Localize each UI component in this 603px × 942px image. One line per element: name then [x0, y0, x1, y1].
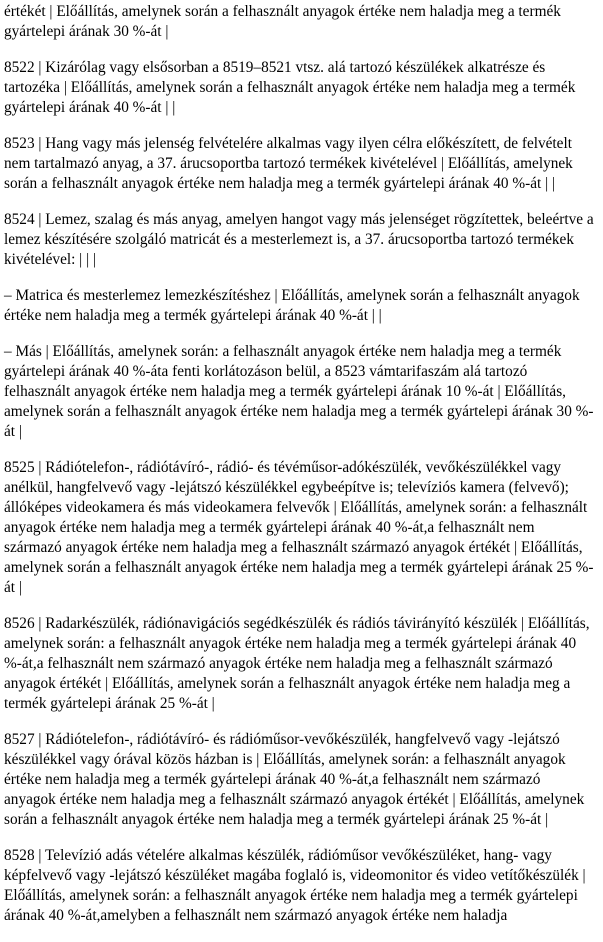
document-page	[4, 2, 596, 942]
paragraph-8528: 8528 | Televízió adás vételére alkalmas készülék, rádióműsor vevőkészüléket, hang- vagy képfelvevő vagy -lejátszó készüléket magába foglaló is, videomonitor és video vetítőkészülék | Előállítás, amelynek során: a felhasznált anyagok értéke nem haladja meg a termék gyártelepi árának 40 %-át,amelyben a felhasznált nem származó anyagok értéke nem haladja	[4, 847, 586, 924]
paragraph-8524-matrica: – Matrica és mesterlemez lemezkészítéshez | Előállítás, amelynek során a felhasznált anyagok értéke nem haladja meg a termék gyártelepi árának 40 %-át | |	[4, 287, 580, 324]
paragraph-8522: 8522 | Kizárólag vagy elsősorban a 8519–8521 vtsz. alá tartozó készülékek alkatrésze és tartozéka | Előállítás, amelynek során a felhasznált anyagok értéke nem haladja meg a termék gyártelepi árának 40 %-át | |	[4, 59, 576, 116]
paragraph-continuation: értékét | Előállítás, amelynek során a felhasznált anyagok értéke nem haladja meg a termék gyártelepi árának 30 %-át |	[4, 3, 561, 40]
paragraph-8525: 8525 | Rádiótelefon-, rádiótávíró-, rádió- és tévéműsor-adókészülék, vevőkészülékkel vagy anélkül, hangfelvevő vagy -lejátszó készülékkel egybeépítve is; televíziós kamera (felvevő); állóképes videokamera és más videokamera felvevők | Előállítás, amelynek során: a felhasznált anyagok értéke nem haladja meg a termék gyártelepi árának 40 %-át,a felhasznált nem származó anyagok értéke nem haladja meg a felhasznált származó anyagok értékét | Előállítás, amelynek során a felhasznált anyagok értéke nem haladja meg a termék gyártelepi árának 25 %-át |	[4, 459, 594, 596]
paragraph-8523: 8523 | Hang vagy más jelenség felvételére alkalmas vagy ilyen célra előkészített, de felvételt nem tartalmazó anyag, a 37. árucsoportba tartozó termékek kivételével | Előállítás, amelynek során a felhasznált anyagok értéke nem haladja meg a termék gyártelepi árának 40 %-át | |	[4, 135, 573, 192]
paragraph-8524-mas: – Más | Előállítás, amelynek során: a felhasznált anyagok értéke nem haladja meg a termék gyártelepi árának 40 %-áta fenti korlátozáson belül, a 8523 vámtarifaszám alá tartozó felhasznált anyagok értéke nem haladja meg a termék gyártelepi árának 10 %-át | Előállítás, amelynek során a felhasznált anyagok értéke nem haladja meg a termék gyártelepi árának 30 %-át |	[4, 343, 594, 440]
paragraph-8524: 8524 | Lemez, szalag és más anyag, amelyen hangot vagy más jelenséget rögzítettek, beleértve a lemez készítésére szolgáló matricát és a mesterlemezt is, a 37. árucsoportba tartozó termékek kivételével: | | |	[4, 211, 594, 268]
paragraph-8526: 8526 | Radarkészülék, rádiónavigációs segédkészülék és rádiós távirányító készülék | Előállítás, amelynek során: a felhasznált anyagok értéke nem haladja meg a termék gyártelepi árának 40 %-át,a felhasznált nem származó anyagok értéke nem haladja meg a felhasznált származó anyagok értékét | Előállítás, amelynek során a felhasznált anyagok értéke nem haladja meg a termék gyártelepi árának 25 %-át |	[4, 615, 590, 712]
paragraph-8527: 8527 | Rádiótelefon-, rádiótávíró- és rádióműsor-vevőkészülék, hangfelvevő vagy -lejátszó készülékkel vagy órával közös házban is | Előállítás, amelynek során: a felhasznált anyagok értéke nem haladja meg a termék gyártelepi árának 40 %-át,a felhasznált nem származó anyagok értéke nem haladja meg a felhasznált származó anyagok értékét | Előállítás, amelynek során a felhasznált anyagok értéke nem haladja meg a termék gyártelepi árának 25 %-át |	[4, 731, 585, 828]
